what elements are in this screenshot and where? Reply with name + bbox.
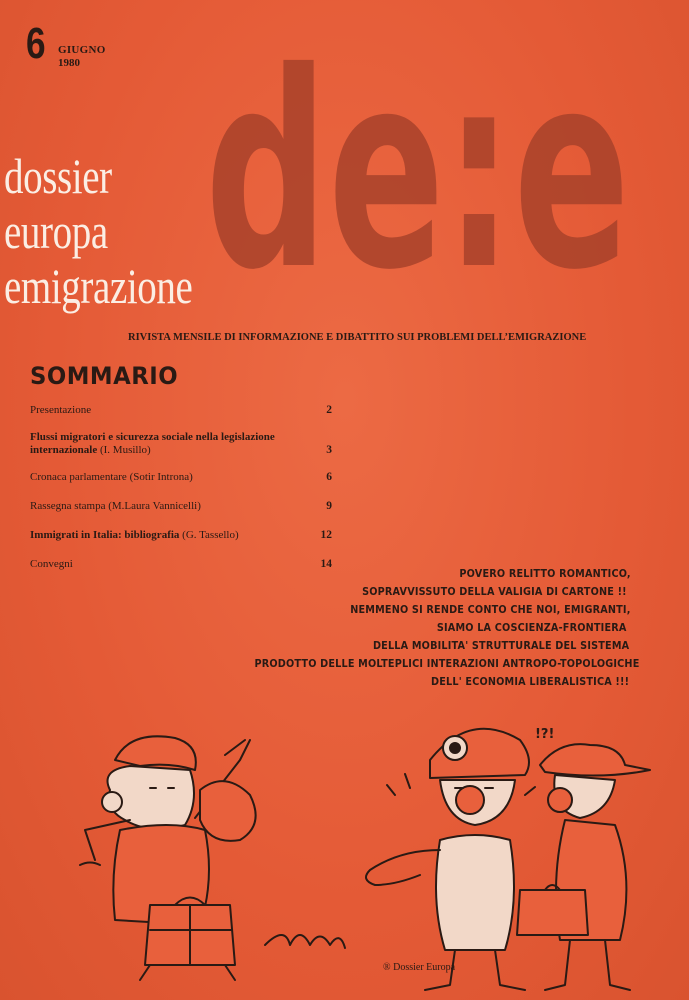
subtitle: RIVISTA MENSILE DI INFORMAZIONE E DIBATTITO SUI PROBLEMI DELL’EMIGRAZIONE [128, 332, 587, 343]
caption-line-2: SOPRAVVISSUTO DELLA VALIGIA DI CARTONE !! [362, 585, 627, 598]
toc-item-page: 2 [326, 404, 332, 416]
caption-line-1: POVERO RELITTO ROMANTICO, [459, 567, 631, 580]
cartoon-illustration [0, 700, 689, 1000]
toc-item-title: Convegni [30, 558, 73, 570]
logo-text: de:e [205, 14, 630, 280]
caption-line-6: PRODOTTO DELLE MOLTEPLICI INTERAZIONI ANTROPO-TOPOLOGICHE [254, 657, 639, 670]
issue-year: 1980 [58, 57, 80, 69]
toc-item-page: 12 [320, 529, 332, 541]
toc-item-title: Cronaca parlamentare [30, 471, 127, 483]
toc-item-page: 14 [320, 558, 332, 570]
toc-item-title: Immigrati in Italia: bibliografia [30, 529, 180, 541]
issue-month: GIUGNO [58, 44, 106, 56]
toc-item-page: 6 [326, 471, 332, 483]
masthead-line-2: europa [4, 203, 108, 259]
masthead-line-1: dossier [4, 148, 112, 204]
caption-line-4: SIAMO LA COSCIENZA-FRONTIERA [437, 621, 627, 634]
toc-item-title: Rassegna stampa [30, 500, 106, 512]
miner-emigrant [366, 729, 535, 990]
man-with-briefcase [517, 744, 650, 990]
toc-item-presentazione[interactable] [30, 404, 340, 417]
caption-line-7: DELL' ECONOMIA LIBERALISTICA !!! [430, 675, 629, 688]
toc-item-immigrati[interactable] [30, 529, 340, 542]
emigrant-with-bundle [80, 736, 345, 980]
copyright-notice: ® Dossier Europa [383, 962, 456, 973]
toc-item-author: (Sotir Introna) [129, 471, 193, 483]
toc-item-page: 3 [326, 444, 332, 456]
toc-item-author: (G. Tassello) [182, 529, 239, 541]
toc-item-rassegna[interactable] [30, 500, 340, 513]
masthead-line-3: emigrazione [4, 258, 193, 314]
toc-item-title: Flussi migratori e sicurezza sociale nella legislazione internazionale [30, 431, 275, 456]
toc-item-flussi[interactable] [30, 431, 340, 457]
toc-item-page: 9 [326, 500, 332, 512]
issue-number: 6 [26, 19, 46, 68]
toc-item-author: (I. Musillo) [99, 444, 151, 456]
toc-item-convegni[interactable] [30, 558, 340, 571]
sommario-heading: SOMMARIO [30, 362, 179, 390]
speech-marks: !?! [535, 727, 555, 742]
caption-line-3: NEMMENO SI RENDE CONTO CHE NOI, EMIGRANTI, [350, 603, 631, 616]
caption-line-5: DELLA MOBILITA' STRUTTURALE DEL SISTEMA [372, 639, 629, 652]
table-of-contents [30, 400, 340, 571]
toc-item-author: (M.Laura Vannicelli) [108, 500, 201, 512]
toc-item-title: Presentazione [30, 404, 92, 416]
logo-dee [205, 10, 635, 280]
toc-item-cronaca[interactable] [30, 471, 340, 484]
